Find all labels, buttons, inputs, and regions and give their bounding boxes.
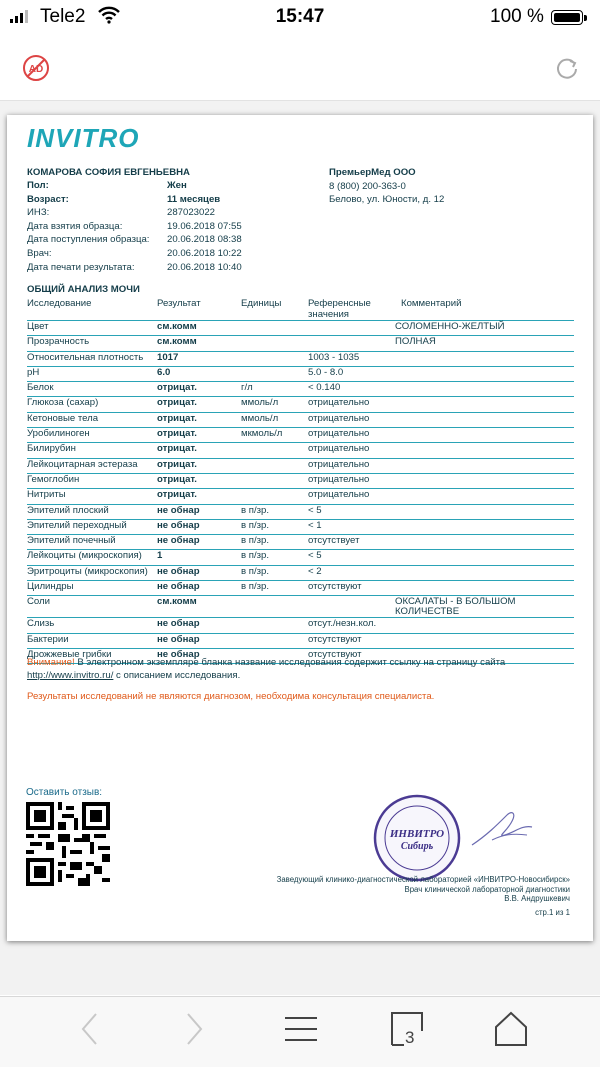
patient-name: КОМАРОВА СОФИЯ ЕВГЕНЬЕВНА bbox=[27, 167, 190, 178]
test-result: см.комм bbox=[157, 336, 197, 348]
test-result: 1 bbox=[157, 550, 163, 562]
table-row bbox=[27, 459, 574, 474]
carrier-name: Tele2 bbox=[40, 6, 86, 27]
test-result: отрицат. bbox=[157, 489, 197, 501]
test-result: не обнар bbox=[157, 519, 200, 531]
test-units: в п/зр. bbox=[241, 535, 270, 547]
test-reference: отсутствует bbox=[308, 535, 360, 547]
test-reference: отрицательно bbox=[308, 489, 370, 501]
test-name: pH bbox=[27, 366, 40, 378]
test-reference: 5.0 - 8.0 bbox=[308, 366, 344, 378]
test-reference: отрицательно bbox=[308, 473, 370, 485]
table-row bbox=[27, 566, 574, 581]
home-icon[interactable] bbox=[494, 1011, 528, 1052]
menu-icon[interactable] bbox=[285, 1011, 317, 1052]
test-name: Лейкоциты (микроскопия) bbox=[27, 550, 142, 562]
page-number: стр.1 из 1 bbox=[535, 908, 570, 917]
table-row bbox=[27, 535, 574, 550]
table-row bbox=[27, 550, 574, 565]
table-row bbox=[27, 505, 574, 520]
test-units: ммоль/л bbox=[241, 397, 279, 409]
clock: 15:47 bbox=[275, 6, 325, 27]
test-units: г/л bbox=[241, 382, 253, 394]
battery-icon bbox=[551, 10, 583, 25]
browser-toolbar bbox=[0, 40, 600, 101]
reload-icon[interactable] bbox=[554, 56, 580, 87]
test-result: отрицат. bbox=[157, 412, 197, 424]
test-reference: отсутствуют bbox=[308, 581, 362, 593]
document-viewer[interactable] bbox=[0, 101, 600, 995]
test-comment: СОЛОМЕННО-ЖЕЛТЫЙ bbox=[395, 321, 505, 332]
test-name: Цвет bbox=[27, 321, 49, 332]
test-result: 1017 bbox=[157, 351, 179, 363]
table-row bbox=[27, 382, 574, 397]
test-name: Прозрачность bbox=[27, 336, 90, 348]
test-name: Эпителий плоский bbox=[27, 504, 109, 516]
test-units: в п/зр. bbox=[241, 550, 270, 562]
table-row bbox=[27, 474, 574, 489]
lab-report-page bbox=[7, 115, 593, 941]
table-row bbox=[27, 428, 574, 443]
table-row bbox=[27, 336, 574, 351]
info-row: Пол: Жен bbox=[27, 180, 187, 191]
table-header: Исследование Результат Единицы Референсные значения Комментарий bbox=[27, 298, 574, 321]
test-name: Гемоглобин bbox=[27, 473, 80, 485]
test-result: не обнар bbox=[157, 633, 200, 645]
test-name: Соли bbox=[27, 596, 51, 608]
test-comment: ПОЛНАЯ bbox=[395, 336, 436, 348]
ad-label: AD bbox=[28, 64, 44, 75]
clinic-name: ПремьерМед ООО bbox=[329, 167, 416, 178]
browser-bottom-bar bbox=[0, 996, 600, 1067]
test-result: не обнар bbox=[157, 565, 200, 577]
review-label: Оставить отзыв: bbox=[26, 787, 103, 798]
test-result: не обнар bbox=[157, 504, 200, 516]
qr-code-icon[interactable] bbox=[26, 802, 110, 889]
test-name: Цилиндры bbox=[27, 581, 74, 593]
test-reference: < 5 bbox=[308, 550, 322, 562]
table-row bbox=[27, 581, 574, 596]
signatory-block: Заведующий клинико-диагностической лабораторией «ИНВИТРО-Новосибирск» Врач клинической лабораторной диагностики В.В. Андрушкевич bbox=[276, 875, 570, 903]
table-row bbox=[27, 443, 574, 458]
table-row bbox=[27, 367, 574, 382]
test-name: Нитриты bbox=[27, 489, 66, 501]
test-result: не обнар bbox=[157, 618, 200, 630]
invitro-logo: INVITRO bbox=[27, 123, 140, 153]
test-result: отрицат. bbox=[157, 397, 197, 409]
test-result: 6.0 bbox=[157, 366, 171, 378]
test-name: Кетоновые тела bbox=[27, 412, 99, 424]
svg-text:ИНВИТРО: ИНВИТРО bbox=[389, 828, 445, 840]
test-result: см.комм bbox=[157, 321, 197, 332]
test-result: отрицат. bbox=[157, 382, 197, 394]
forward-icon[interactable] bbox=[182, 1011, 206, 1052]
test-reference: 1003 - 1035 bbox=[308, 351, 360, 363]
test-name: Относительная плотность bbox=[27, 351, 144, 363]
test-reference: < 0.140 bbox=[308, 382, 341, 394]
test-units: в п/зр. bbox=[241, 519, 270, 531]
warning-note: Внимание! В электронном экземпляре бланка название исследования содержит ссылку на страницу сайта bbox=[27, 657, 506, 668]
test-result: не обнар bbox=[157, 581, 200, 593]
test-reference: отсутствуют bbox=[308, 648, 362, 660]
test-result: отрицат. bbox=[157, 428, 197, 440]
test-units: в п/зр. bbox=[241, 565, 270, 577]
test-reference: отсутствуют bbox=[308, 633, 362, 645]
test-reference: отрицательно bbox=[308, 458, 370, 470]
test-name: Билирубин bbox=[27, 443, 76, 455]
test-units: в п/зр. bbox=[241, 504, 270, 516]
test-units: мкмоль/л bbox=[241, 428, 283, 440]
test-reference: отрицательно bbox=[308, 443, 370, 455]
table-row bbox=[27, 596, 574, 618]
test-result: см.комм bbox=[157, 596, 197, 608]
clinic-info bbox=[329, 167, 444, 208]
battery-percent: 100 % bbox=[490, 6, 544, 27]
info-row: Дата печати результата: 20.06.2018 10:40 bbox=[27, 261, 242, 273]
table-row bbox=[27, 352, 574, 367]
test-reference: < 1 bbox=[308, 519, 322, 531]
status-bar bbox=[0, 0, 600, 36]
test-reference: отсут./незн.кол. bbox=[308, 618, 377, 630]
svg-text:Сибирь: Сибирь bbox=[400, 841, 434, 852]
back-icon[interactable] bbox=[78, 1011, 102, 1052]
ad-block-icon[interactable] bbox=[22, 54, 50, 87]
test-name: Бактерии bbox=[27, 633, 69, 645]
stamp-icon bbox=[372, 793, 462, 886]
test-name: Эпителий переходный bbox=[27, 519, 127, 531]
tabs-count: 3 bbox=[405, 1028, 415, 1047]
test-name: Слизь bbox=[27, 618, 55, 630]
table-row bbox=[27, 618, 574, 633]
clinic-phone: 8 (800) 200-363-0 bbox=[329, 180, 406, 192]
table-row bbox=[27, 413, 574, 428]
test-reference: отрицательно bbox=[308, 412, 370, 424]
test-name: Эпителий почечный bbox=[27, 535, 116, 547]
invitro-link[interactable]: http://www.invitro.ru/ bbox=[27, 670, 114, 681]
patient-info bbox=[27, 180, 287, 275]
info-row: Дата поступления образца: 20.06.2018 08:38 bbox=[27, 234, 242, 246]
section-title: ОБЩИЙ АНАЛИЗ МОЧИ bbox=[27, 284, 140, 295]
test-comment: КОЛИЧЕСТВЕ bbox=[395, 605, 460, 617]
test-name: Эритроциты (микроскопия) bbox=[27, 565, 148, 577]
info-row: Возраст: 11 месяцев bbox=[27, 193, 221, 205]
tabs-icon[interactable] bbox=[390, 1011, 424, 1052]
test-result: отрицат. bbox=[157, 458, 197, 470]
test-result: отрицат. bbox=[157, 443, 197, 455]
table-row bbox=[27, 634, 574, 649]
test-units: ммоль/л bbox=[241, 412, 279, 424]
test-name: Лейкоцитарная эстераза bbox=[27, 458, 138, 470]
clinic-address: Белово, ул. Юности, д. 12 bbox=[329, 194, 445, 206]
notes: Внимание! В электронном экземпляре бланка название исследования содержит ссылку на страницу сайта http://www.invitro.ru/ с описанием исследования. Результаты исследований не являются диагнозом, необходима консультация специалиста. bbox=[27, 656, 572, 703]
table-row bbox=[27, 321, 574, 336]
info-row: Врач: 20.06.2018 10:22 bbox=[27, 247, 242, 259]
table-row bbox=[27, 520, 574, 535]
test-reference: < 5 bbox=[308, 504, 322, 516]
test-name: Уробилиноген bbox=[27, 428, 90, 440]
test-result: не обнар bbox=[157, 535, 200, 547]
test-name: Глюкоза (сахар) bbox=[27, 397, 99, 409]
test-name: Дрожжевые грибки bbox=[27, 648, 112, 660]
disclaimer: Результаты исследований не являются диагнозом, необходима консультация специалиста. bbox=[27, 691, 435, 702]
test-reference: отрицательно bbox=[308, 428, 370, 440]
test-reference: < 2 bbox=[308, 565, 322, 577]
test-result: отрицат. bbox=[157, 473, 197, 485]
signature bbox=[467, 805, 537, 858]
test-reference: отрицательно bbox=[308, 397, 370, 409]
table-row bbox=[27, 489, 574, 504]
test-result: не обнар bbox=[157, 648, 200, 660]
table-row bbox=[27, 397, 574, 412]
test-comment: ОКСАЛАТЫ - В БОЛЬШОМ bbox=[395, 596, 516, 608]
test-name: Белок bbox=[27, 382, 54, 394]
test-units: в п/зр. bbox=[241, 581, 270, 593]
info-row: Дата взятия образца: 19.06.2018 07:55 bbox=[27, 220, 242, 232]
info-row: ИНЗ: 287023022 bbox=[27, 207, 216, 219]
results-table bbox=[27, 298, 574, 664]
